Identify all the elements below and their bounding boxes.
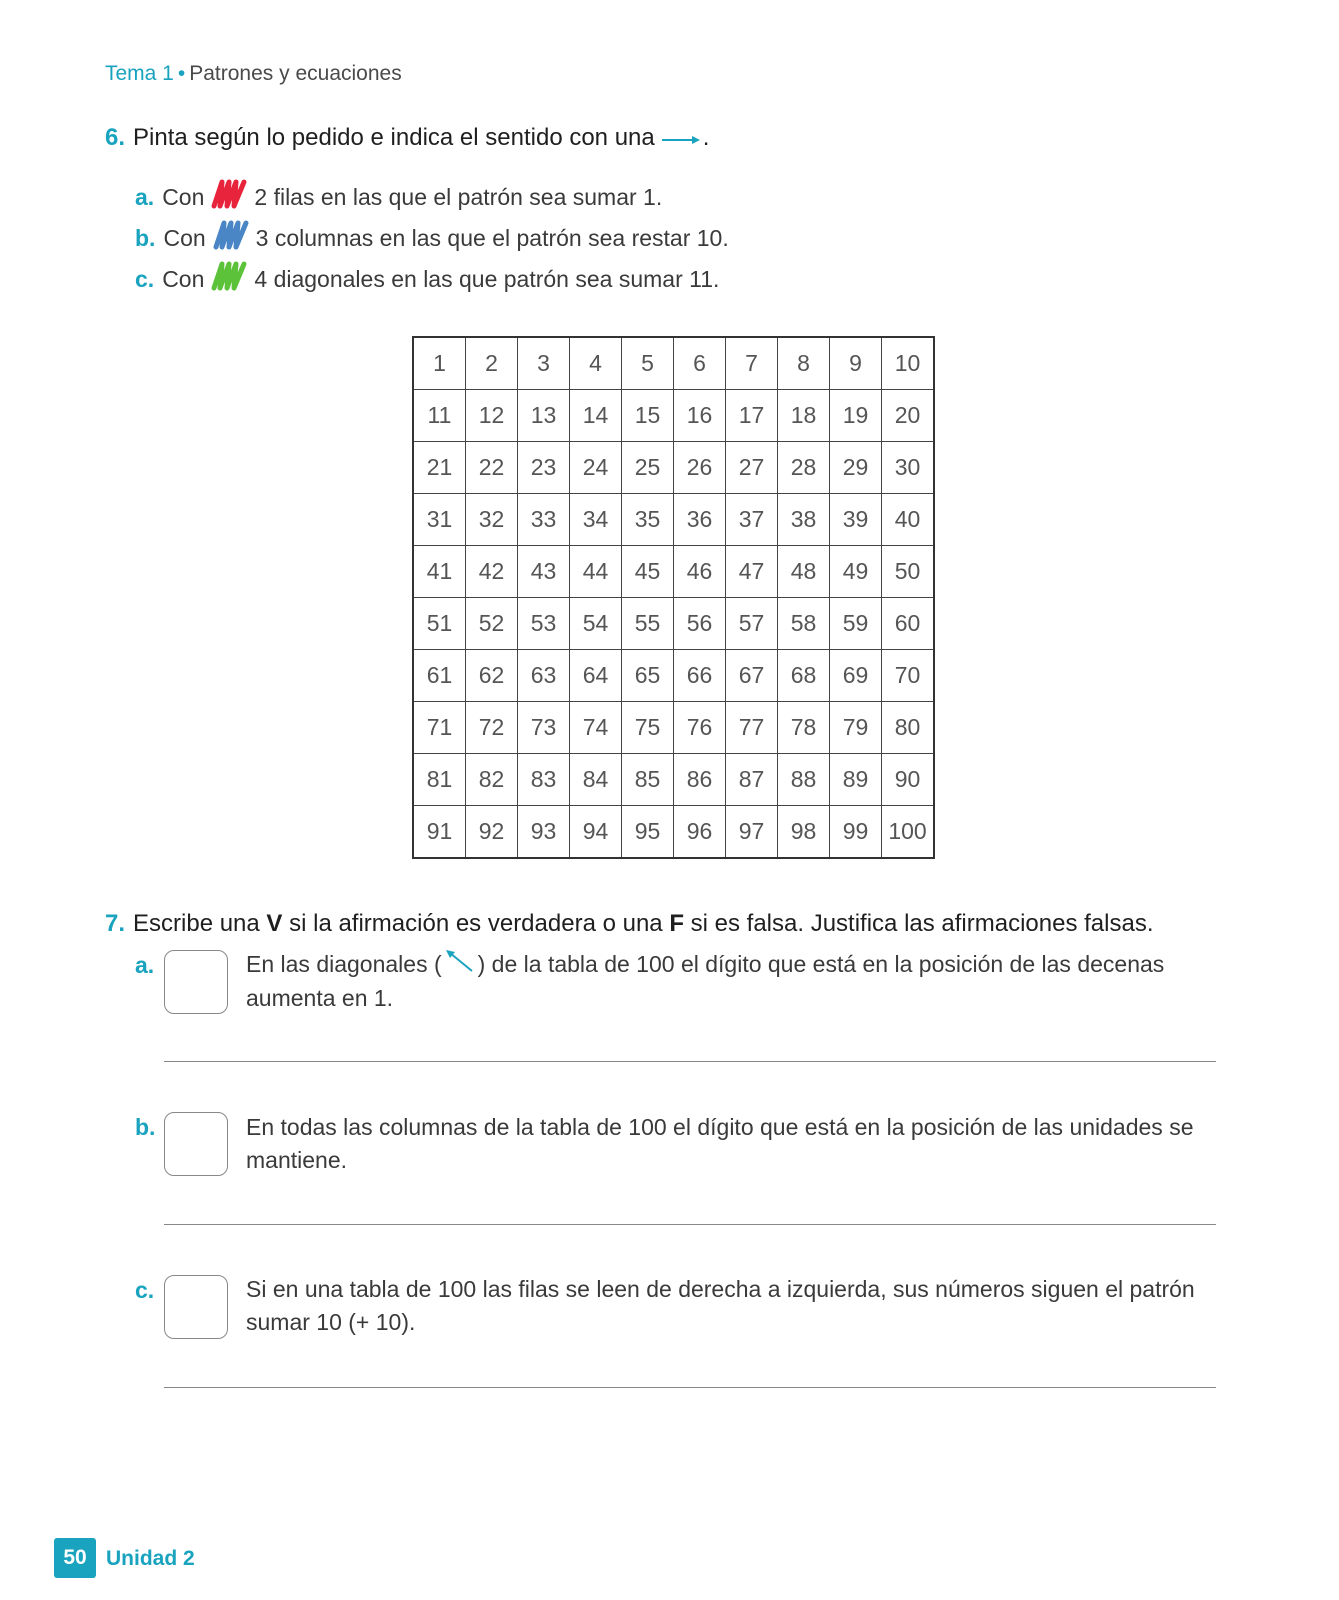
grid-cell[interactable]: 29 [830,442,882,494]
grid-cell[interactable]: 23 [518,442,570,494]
grid-cell[interactable]: 22 [466,442,518,494]
grid-cell[interactable]: 88 [778,754,830,806]
statement-c-text: Si en una tabla de 100 las filas se leen de derecha a izquierda, sus números siguen el patrón sumar 10 (+ 10). [246,1276,1195,1335]
grid-cell[interactable]: 32 [466,494,518,546]
grid-cell[interactable]: 57 [726,598,778,650]
hundred-chart [412,336,935,859]
page-header [105,62,402,86]
grid-cell[interactable]: 52 [466,598,518,650]
grid-cell[interactable]: 71 [413,702,466,754]
grid-cell[interactable]: 10 [882,337,935,390]
grid-cell[interactable]: 25 [622,442,674,494]
grid-cell[interactable]: 62 [466,650,518,702]
grid-cell[interactable]: 100 [882,806,935,859]
header-bullet: • [177,62,186,85]
grid-cell[interactable]: 51 [413,598,466,650]
grid-cell[interactable]: 17 [726,390,778,442]
grid-cell[interactable]: 65 [622,650,674,702]
grid-cell[interactable]: 36 [674,494,726,546]
answer-box-a[interactable] [164,950,228,1014]
grid-cell[interactable]: 87 [726,754,778,806]
answer-box-c[interactable] [164,1275,228,1339]
grid-cell[interactable]: 27 [726,442,778,494]
grid-cell[interactable]: 67 [726,650,778,702]
blue-marker-scribble-icon [212,219,250,257]
grid-cell[interactable]: 18 [778,390,830,442]
statement-b-letter: b. [135,1114,156,1140]
answer-box-b[interactable] [164,1112,228,1176]
item-text: 4 diagonales en las que patrón sea sumar 11. [254,265,720,292]
green-marker-scribble-icon [210,260,248,298]
grid-cell[interactable]: 39 [830,494,882,546]
statement-a-letter: a. [135,952,155,978]
grid-cell[interactable]: 60 [882,598,935,650]
grid-cell[interactable]: 94 [570,806,622,859]
title-f: F [669,910,684,937]
grid-cell[interactable]: 91 [413,806,466,859]
statement-b-text: En todas las columnas de la tabla de 100 el dígito que está en la posición de las unidades se mantiene. [246,1114,1194,1173]
grid-cell[interactable]: 49 [830,546,882,598]
statement-a-after: ) de la tabla de 100 el dígito que está en la posición de las decenas aumenta en 1. [246,951,1165,1012]
grid-cell[interactable]: 1 [413,337,466,390]
grid-row [413,650,934,702]
diagonal-arrow-icon [444,949,476,982]
grid-cell[interactable]: 48 [778,546,830,598]
grid-cell[interactable]: 96 [674,806,726,859]
grid-cell[interactable]: 90 [882,754,935,806]
grid-cell[interactable]: 8 [778,337,830,390]
topic-title: Patrones y ecuaciones [189,62,402,85]
grid-cell[interactable]: 43 [518,546,570,598]
item-letter: c. [135,265,155,292]
item-letter: b. [135,224,156,251]
item-con: Con [162,183,205,210]
grid-cell[interactable]: 76 [674,702,726,754]
question-7-number: 7. [105,910,126,937]
topic-number: Tema 1 [105,62,174,85]
grid-row [413,806,934,859]
justification-line-c[interactable] [164,1387,1216,1388]
question-6-item-b [135,221,729,255]
question-6-item-a [135,180,662,214]
title-v: V [266,910,283,937]
grid-cell[interactable]: 46 [674,546,726,598]
grid-cell[interactable]: 21 [413,442,466,494]
question-6-number: 6. [105,124,126,151]
grid-cell[interactable]: 9 [830,337,882,390]
grid-cell[interactable]: 75 [622,702,674,754]
grid-cell[interactable]: 82 [466,754,518,806]
question-6-period: . [702,124,710,151]
grid-cell[interactable]: 80 [882,702,935,754]
grid-cell[interactable]: 30 [882,442,935,494]
grid-row [413,702,934,754]
grid-row [413,598,934,650]
unit-label: Unidad 2 [106,1547,195,1570]
grid-cell[interactable]: 11 [413,390,466,442]
grid-cell[interactable]: 54 [570,598,622,650]
grid-cell[interactable]: 47 [726,546,778,598]
grid-row [413,754,934,806]
grid-cell[interactable]: 69 [830,650,882,702]
grid-cell[interactable]: 84 [570,754,622,806]
title-part: Escribe una [133,910,267,937]
statement-c-letter: c. [135,1277,155,1303]
grid-cell[interactable]: 42 [466,546,518,598]
grid-cell[interactable]: 70 [882,650,935,702]
grid-cell[interactable]: 59 [830,598,882,650]
grid-cell[interactable]: 98 [778,806,830,859]
grid-cell[interactable]: 55 [622,598,674,650]
justification-line-a[interactable] [164,1061,1216,1062]
grid-cell[interactable]: 45 [622,546,674,598]
grid-cell[interactable]: 78 [778,702,830,754]
grid-cell[interactable]: 58 [778,598,830,650]
grid-cell[interactable]: 34 [570,494,622,546]
title-part: si la afirmación es verdadera o una [282,910,670,937]
question-6-text: Pinta según lo pedido e indica el sentido con una [133,124,655,151]
grid-cell[interactable]: 3 [518,337,570,390]
red-marker-scribble-icon [210,178,248,216]
item-con: Con [163,224,206,251]
grid-row [413,442,934,494]
item-con: Con [162,265,205,292]
grid-cell[interactable]: 85 [622,754,674,806]
statement-a-before: En las diagonales ( [246,951,442,977]
item-letter: a. [135,183,155,210]
page-number: 50 [54,1538,96,1578]
grid-cell[interactable]: 97 [726,806,778,859]
grid-cell[interactable]: 26 [674,442,726,494]
grid-cell[interactable]: 35 [622,494,674,546]
grid-row [413,494,934,546]
item-text: 3 columnas en las que el patrón sea restar 10. [255,224,729,251]
grid-cell[interactable]: 40 [882,494,935,546]
grid-cell[interactable]: 72 [466,702,518,754]
grid-cell[interactable]: 53 [518,598,570,650]
grid-cell[interactable]: 93 [518,806,570,859]
grid-row [413,546,934,598]
grid-cell[interactable]: 6 [674,337,726,390]
grid-cell[interactable]: 33 [518,494,570,546]
grid-cell[interactable]: 14 [570,390,622,442]
grid-cell[interactable]: 99 [830,806,882,859]
grid-row [413,337,934,390]
grid-cell[interactable]: 92 [466,806,518,859]
grid-cell[interactable]: 79 [830,702,882,754]
grid-cell[interactable]: 38 [778,494,830,546]
grid-cell[interactable]: 95 [622,806,674,859]
grid-cell[interactable]: 83 [518,754,570,806]
grid-cell[interactable]: 28 [778,442,830,494]
grid-cell[interactable]: 2 [466,337,518,390]
grid-cell[interactable]: 20 [882,390,935,442]
grid-cell[interactable]: 15 [622,390,674,442]
grid-cell[interactable]: 37 [726,494,778,546]
grid-cell[interactable]: 89 [830,754,882,806]
justification-line-b[interactable] [164,1224,1216,1225]
grid-cell[interactable]: 74 [570,702,622,754]
grid-cell[interactable]: 41 [413,546,466,598]
grid-cell[interactable]: 12 [466,390,518,442]
grid-cell[interactable]: 31 [413,494,466,546]
grid-cell[interactable]: 56 [674,598,726,650]
grid-row [413,390,934,442]
grid-cell[interactable]: 73 [518,702,570,754]
grid-cell[interactable]: 86 [674,754,726,806]
question-7-title [105,910,1154,938]
question-6-item-c [135,262,719,296]
grid-cell[interactable]: 63 [518,650,570,702]
grid-cell[interactable]: 5 [622,337,674,390]
title-part: si es falsa. Justifica las afirmaciones falsas. [683,910,1154,937]
grid-cell[interactable]: 19 [830,390,882,442]
grid-cell[interactable]: 16 [674,390,726,442]
grid-cell[interactable]: 7 [726,337,778,390]
grid-cell[interactable]: 68 [778,650,830,702]
grid-cell[interactable]: 24 [570,442,622,494]
grid-cell[interactable]: 50 [882,546,935,598]
grid-cell[interactable]: 4 [570,337,622,390]
grid-cell[interactable]: 77 [726,702,778,754]
statement-a-text [246,948,1216,1015]
grid-cell[interactable]: 64 [570,650,622,702]
grid-cell[interactable]: 81 [413,754,466,806]
question-6-title [105,124,709,153]
grid-cell[interactable]: 13 [518,390,570,442]
item-text: 2 filas en las que el patrón sea sumar 1. [254,183,663,210]
grid-cell[interactable]: 66 [674,650,726,702]
arrow-right-icon [661,125,701,153]
grid-cell[interactable]: 61 [413,650,466,702]
grid-cell[interactable]: 44 [570,546,622,598]
